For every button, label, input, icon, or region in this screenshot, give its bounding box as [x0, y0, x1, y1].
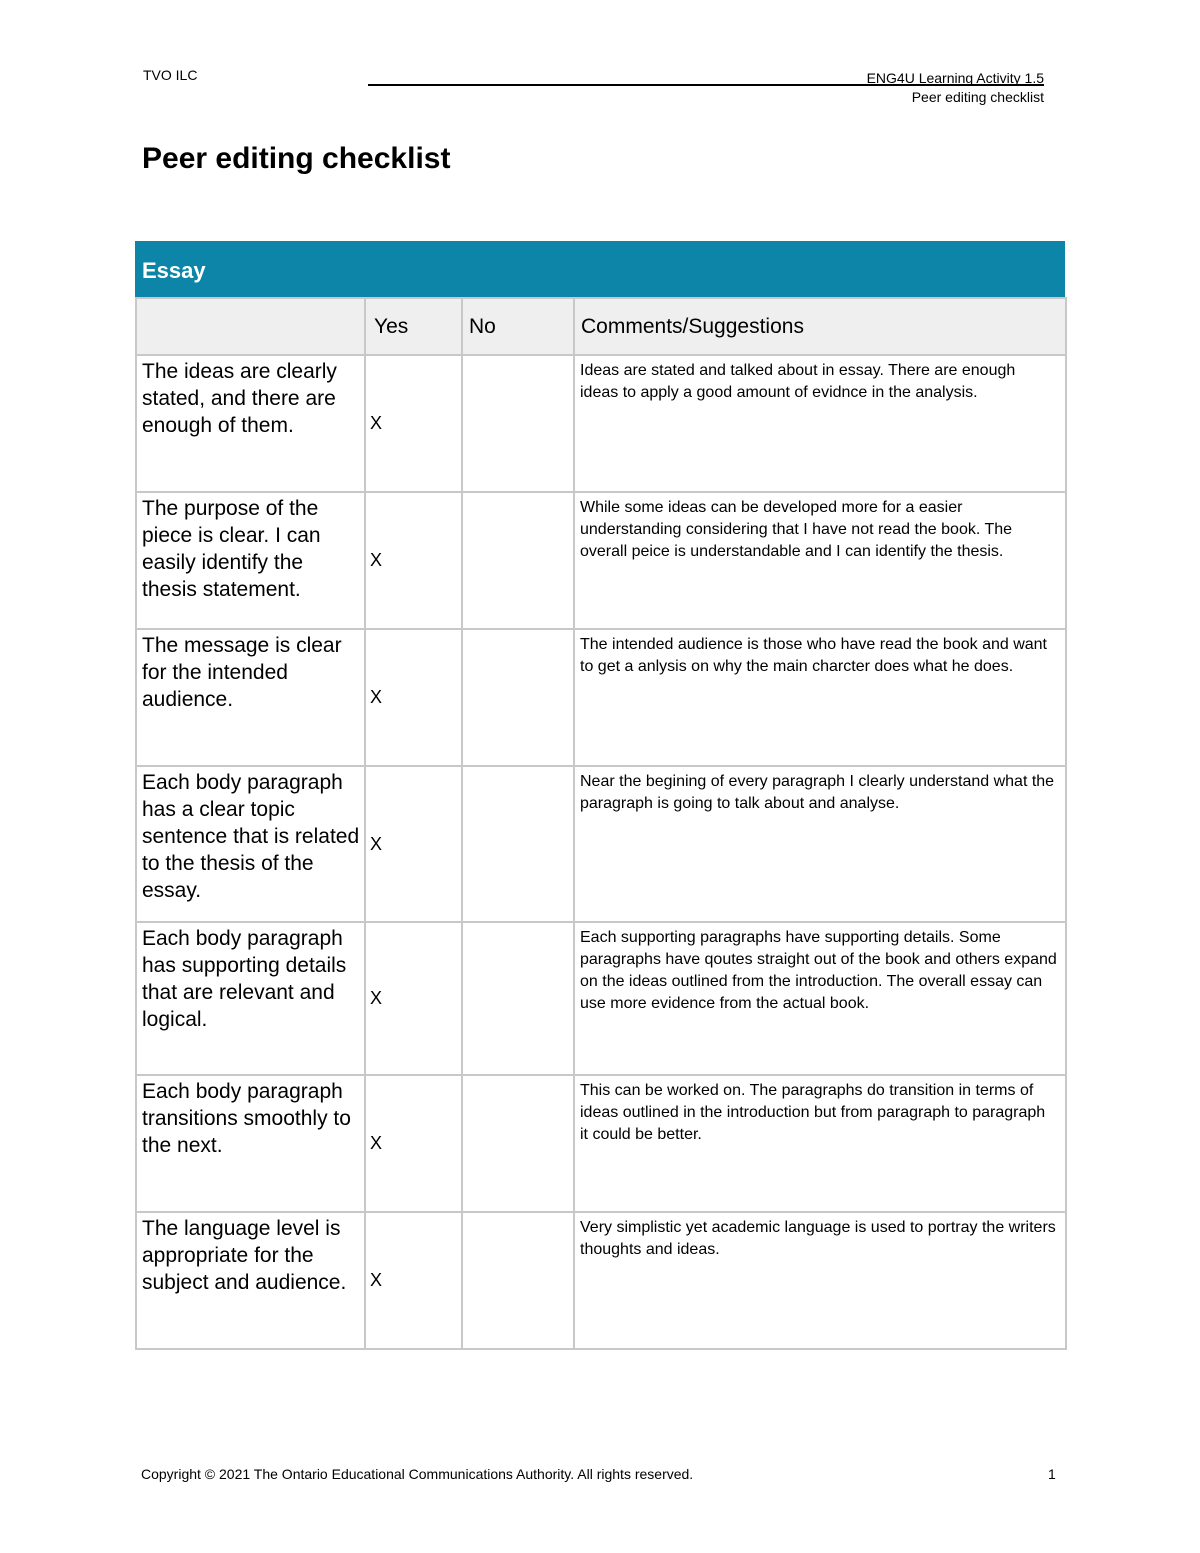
- yes-cell[interactable]: X: [365, 355, 462, 492]
- table-row: [136, 492, 1066, 629]
- no-cell[interactable]: [462, 1075, 574, 1212]
- header-org: TVO ILC: [143, 67, 198, 83]
- checklist-table-container: [135, 241, 1065, 1350]
- footer-copyright: Copyright © 2021 The Ontario Educational Communications Authority. All rights reserved.: [141, 1466, 694, 1482]
- table-row: [136, 1075, 1066, 1212]
- yes-cell[interactable]: X: [365, 492, 462, 629]
- yes-cell[interactable]: X: [365, 629, 462, 766]
- no-cell[interactable]: [462, 1212, 574, 1349]
- criterion-cell: The language level is appropriate for the subject and audience.: [136, 1212, 365, 1349]
- comment-cell[interactable]: Each supporting paragraphs have supporting details. Some paragraphs have qoutes straight out of the book and others expand on the ideas outlined from the introduction. The overall essay can use more evidence from the actual book.: [574, 922, 1066, 1075]
- no-cell[interactable]: [462, 355, 574, 492]
- table-row: [136, 355, 1066, 492]
- yes-cell[interactable]: X: [365, 766, 462, 922]
- no-cell[interactable]: [462, 492, 574, 629]
- column-header-row: [136, 298, 1066, 355]
- criterion-cell: The purpose of the piece is clear. I can easily identify the thesis statement.: [136, 492, 365, 629]
- comment-cell[interactable]: Very simplistic yet academic language is used to portray the writers thoughts and ideas.: [574, 1212, 1066, 1349]
- checklist-table: [135, 297, 1067, 1350]
- column-header-criterion: [136, 298, 365, 355]
- column-header-comments: Comments/Suggestions: [574, 298, 1066, 355]
- table-row: [136, 629, 1066, 766]
- no-cell[interactable]: [462, 766, 574, 922]
- comment-cell[interactable]: The intended audience is those who have read the book and want to get a anlysis on why the main charcter does what he does.: [574, 629, 1066, 766]
- no-cell[interactable]: [462, 629, 574, 766]
- criterion-cell: The message is clear for the intended audience.: [136, 629, 365, 766]
- no-cell[interactable]: [462, 922, 574, 1075]
- header-doc-name: Peer editing checklist: [911, 89, 1044, 105]
- criterion-cell: Each body paragraph has supporting details that are relevant and logical.: [136, 922, 365, 1075]
- comment-cell[interactable]: Ideas are stated and talked about in essay. There are enough ideas to apply a good amount of evidnce in the analysis.: [574, 355, 1066, 492]
- yes-cell[interactable]: X: [365, 1212, 462, 1349]
- column-header-yes: Yes: [365, 298, 462, 355]
- section-header: Essay: [135, 241, 1065, 297]
- column-header-no: No: [462, 298, 574, 355]
- yes-cell[interactable]: X: [365, 1075, 462, 1212]
- criterion-cell: Each body paragraph has a clear topic sentence that is related to the thesis of the essay.: [136, 766, 365, 922]
- table-row: [136, 922, 1066, 1075]
- table-row: [136, 1212, 1066, 1349]
- yes-cell[interactable]: X: [365, 922, 462, 1075]
- criterion-cell: Each body paragraph transitions smoothly to the next.: [136, 1075, 365, 1212]
- header-course: ENG4U Learning Activity 1.5: [866, 70, 1044, 86]
- comment-cell[interactable]: While some ideas can be developed more for a easier understanding considering that I have not read the book. The overall peice is understandable and I can identify the thesis.: [574, 492, 1066, 629]
- comment-cell[interactable]: Near the begining of every paragraph I clearly understand what the paragraph is going to talk about and analyse.: [574, 766, 1066, 922]
- footer-page-number: 1: [1048, 1466, 1056, 1482]
- page-title: Peer editing checklist: [142, 142, 451, 175]
- criterion-cell: The ideas are clearly stated, and there are enough of them.: [136, 355, 365, 492]
- comment-cell[interactable]: This can be worked on. The paragraphs do transition in terms of ideas outlined in the introduction but from paragraph to paragraph it could be better.: [574, 1075, 1066, 1212]
- table-row: [136, 766, 1066, 922]
- header-right: [867, 69, 1044, 107]
